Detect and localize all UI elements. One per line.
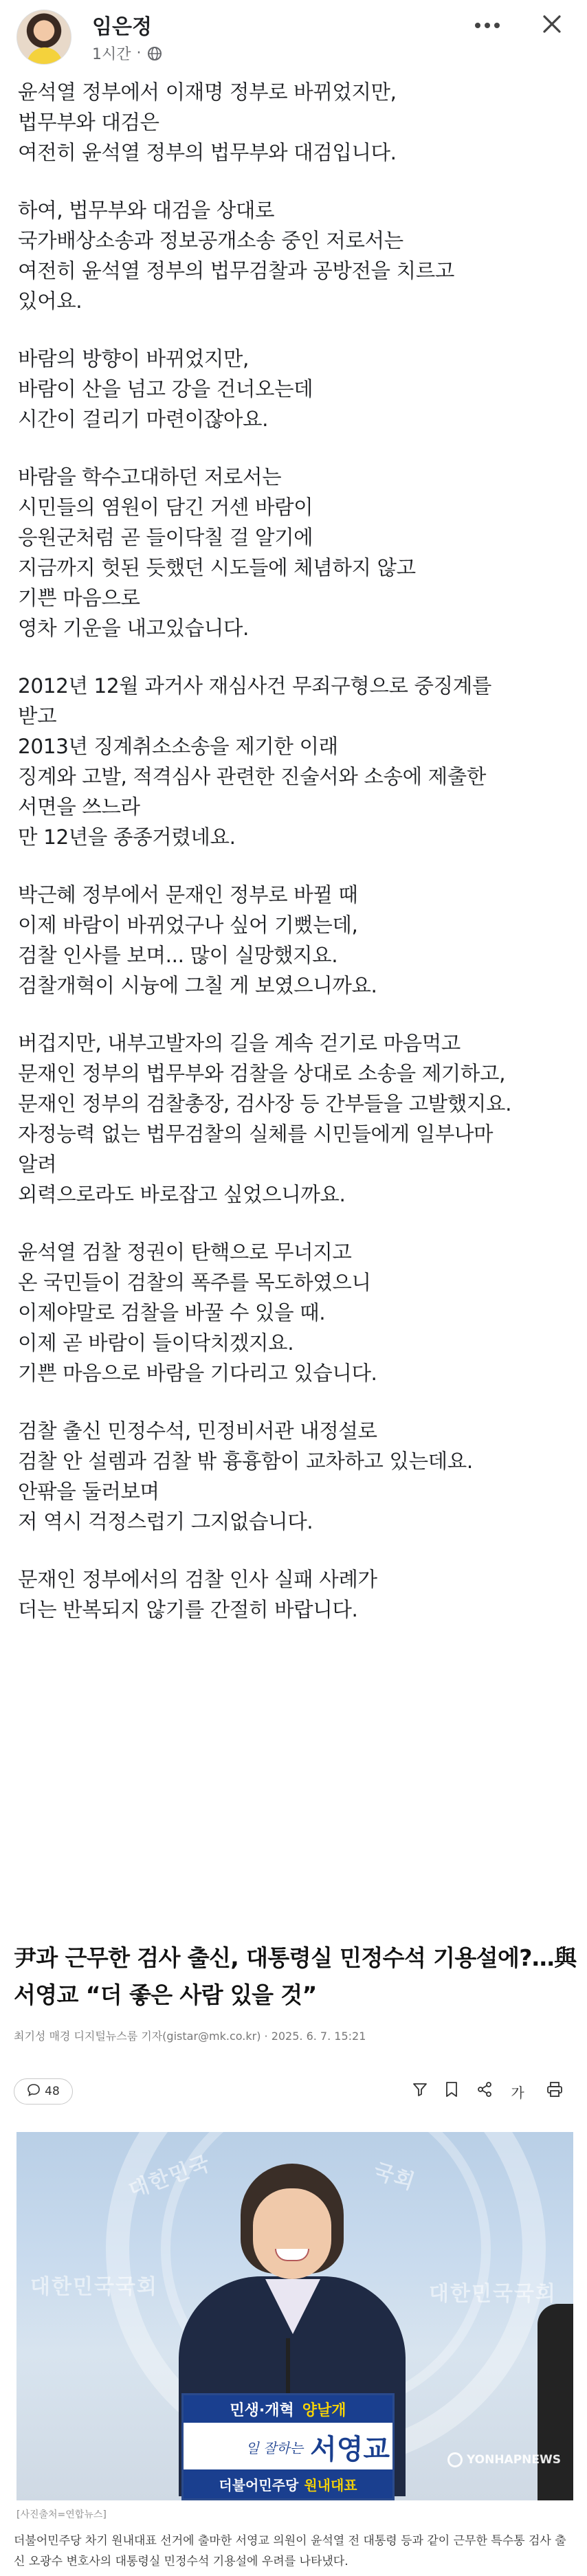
post-text-line: 검찰 출신 민정수석, 민정비서관 내정설로 [18,1419,377,1443]
bookmark-icon [444,2081,459,2102]
filter-button[interactable] [408,2080,432,2103]
globe-icon [147,46,162,61]
post-text-line: 검찰 안 설렘과 검찰 밖 흉흉함이 교차하고 있는데요. [18,1450,473,1473]
post-text-line: 여전히 윤석열 정부의 법무부와 대검입니다. [18,141,397,164]
post-text-line: 이제 바람이 바뀌었구나 싶어 기뻤는데, [18,913,358,937]
podium-sign [181,2393,395,2500]
yonhap-logo-icon [447,2452,463,2467]
share-button[interactable] [473,2080,496,2103]
podium-name-row [190,2425,390,2468]
post-text-line: 알려 [18,1153,57,1176]
avatar[interactable] [16,10,71,65]
post-text-line: 영차 기운을 내고있습니다. [18,617,249,640]
close-button[interactable] [535,8,569,43]
comment-count-button[interactable] [14,2078,73,2105]
post-text-line: 외력으로라도 바로잡고 싶었으니까요. [18,1183,346,1206]
post-paragraph [18,77,575,168]
more-horizontal-icon [474,19,501,32]
post-text-line: 문재인 정부에서의 검찰 인사 실패 사례가 [18,1568,377,1591]
post-text-line: 윤석열 검찰 정권이 탄핵으로 무너지고 [18,1241,352,1264]
post-text-line: 검찰개혁이 시늉에 그칠 게 보였으니까요. [18,974,377,997]
article-title-line: 서영교 “더 좋은 사람 있을 것” [14,1981,317,2008]
post-paragraph [18,1564,575,1625]
post-text-line: 지금까지 헛된 듯했던 시도들에 체념하지 않고 [18,556,416,579]
backdrop-text: 대한민국 [125,2151,214,2203]
post-text-line: 바람의 방향이 바뀌었지만, [18,347,249,370]
post-text-line: 하여, 법무부와 대검을 상대로 [18,199,275,222]
post-text-line: 이제야말로 검찰을 바꿀 수 있을 때. [18,1301,326,1324]
post-text-line: 국가배상소송과 정보공개소송 중인 저로서는 [18,229,403,252]
post-text-line: 자정능력 없는 법무검찰의 실체를 시민들에게 일부나마 [18,1122,494,1146]
podium-top-banner [184,2395,392,2423]
photo-credit: [사진출처=연합뉴스] [16,2509,107,2520]
post-paragraph [18,1416,575,1537]
post-text-line: 문재인 정부의 검찰총장, 검사장 등 간부들을 고발했지요. [18,1092,512,1115]
font-size-button[interactable] [506,2080,529,2103]
podium-bottom-banner [184,2469,392,2498]
post-text-line: 만 12년을 종종거렸네요. [18,825,236,849]
post-text-line: 박근혜 정부에서 문재인 정부로 바뀔 때 [18,883,358,907]
post-text-line: 윤석열 정부에서 이재명 정부로 바뀌었지만, [18,80,397,104]
podium-slogan: 일 잘하는 [245,2439,304,2456]
post-text-line: 시민들의 염원이 담긴 거센 바람이 [18,496,313,519]
backdrop-text: 국회 [370,2159,419,2195]
bookmark-button[interactable] [440,2080,463,2103]
post-text-line: 바람을 학수고대하던 저로서는 [18,465,282,489]
post-paragraph [18,1237,575,1388]
post-text-line: 여전히 윤석열 정부의 법무검찰과 공방전을 치르고 [18,259,454,282]
post-text-line: 바람이 산을 넘고 강을 건너오는데 [18,377,313,401]
photo-caption: 더불어민주당 차기 원내대표 선거에 출마한 서영교 의원이 윤석열 전 대통령 등과 같이 근무한 특수통 검사 출신 오광수 변호사의 대통령실 민정수석 기용설에 우려를 나타냈다. [14,2534,566,2568]
post-text-line: 시간이 걸리기 마련이잖아요. [18,408,269,431]
article-byline: 최기성 매경 디지털뉴스룸 기자(gistar@mk.co.kr) · 2025. 6. 7. 15:21 [14,2030,366,2043]
post-text-line: 징계와 고발, 적격심사 관련한 진술서와 소송에 제출한 [18,765,486,788]
backdrop-text: 대한민국국회 [30,2275,158,2299]
author-name[interactable]: 임은정 [92,15,152,39]
post-text-line: 안팎을 둘러보며 [18,1480,159,1503]
post-text-line: 버겁지만, 내부고발자의 길을 계속 걷기로 마음먹고 [18,1032,461,1055]
post-text-line: 더는 반복되지 않기를 간절히 바랍니다. [18,1598,358,1621]
post-text-line: 받고 [18,704,57,728]
comment-icon [27,2083,41,2100]
post-text-line: 기쁜 마음으로 [18,586,140,610]
podium-top-text: 민생·개혁 [230,2401,294,2419]
post-text-line: 온 국민들이 검찰의 폭주를 목도하였으니 [18,1271,371,1294]
font-size-icon: 가 [511,2084,524,2101]
podium-role: 원내대표 [304,2476,357,2494]
podium-name: 서영교 [310,2433,390,2465]
post-paragraph [18,195,575,316]
comment-count: 48 [45,2085,60,2098]
post-paragraph [18,344,575,434]
post-text-line: 문재인 정부의 법무부와 검찰을 상대로 소송을 제기하고, [18,1062,506,1085]
post-paragraph [18,1028,575,1210]
post-body [18,77,575,1652]
meta-separator: · [136,45,142,62]
share-icon [476,2081,493,2102]
backdrop-text: 대한민국국회 [429,2282,557,2306]
podium-party: 더불어민주당 [219,2476,299,2494]
post-text-line: 검찰 인사를 보며... 많이 실망했지요. [18,944,338,967]
podium-top-highlight: 양날개 [302,2401,346,2419]
article-title[interactable] [14,1940,577,2014]
article-card[interactable] [0,1940,587,2576]
article-title-line: 尹과 근무한 검사 출신, 대통령실 민정수석 기용설에?…與 [14,1944,577,1971]
post-text-line: 이제 곧 바람이 들이닥치겠지요. [18,1331,294,1355]
watermark-text: YONHAPNEWS [466,2453,561,2467]
post-text-line: 있어요. [18,289,82,313]
post-paragraph [18,671,575,852]
speaker-face [253,2188,331,2279]
post-meta [92,43,162,64]
post-text-line: 2013년 징계취소소송을 제기한 이래 [18,735,338,758]
print-button[interactable] [543,2080,566,2103]
post-text-line: 2012년 12월 과거사 재심사건 무죄구형으로 중징계를 [18,674,491,698]
article-photo[interactable] [16,2132,573,2500]
post-text-line: 기쁜 마음으로 바람을 기다리고 있습니다. [18,1362,377,1385]
yonhap-watermark [447,2452,561,2467]
post-text-line: 서면을 쓰느라 [18,795,140,819]
post-text-line: 저 역시 걱정스럽기 그지없습니다. [18,1510,313,1533]
post-header [0,0,587,76]
post-paragraph [18,462,575,643]
post-paragraph [18,880,575,1001]
article-toolbar [14,2076,573,2110]
post-time[interactable]: 1시간 [92,46,131,63]
more-options-button[interactable] [470,8,505,43]
bystander-figure [538,2304,573,2500]
close-icon [542,14,562,37]
microphone [286,2338,290,2400]
post-text-line: 응원군처럼 곧 들이닥칠 걸 알기에 [18,526,313,549]
print-icon [546,2081,564,2102]
filter-icon [412,2081,428,2102]
post-text-line: 법무부와 대검은 [18,111,159,134]
